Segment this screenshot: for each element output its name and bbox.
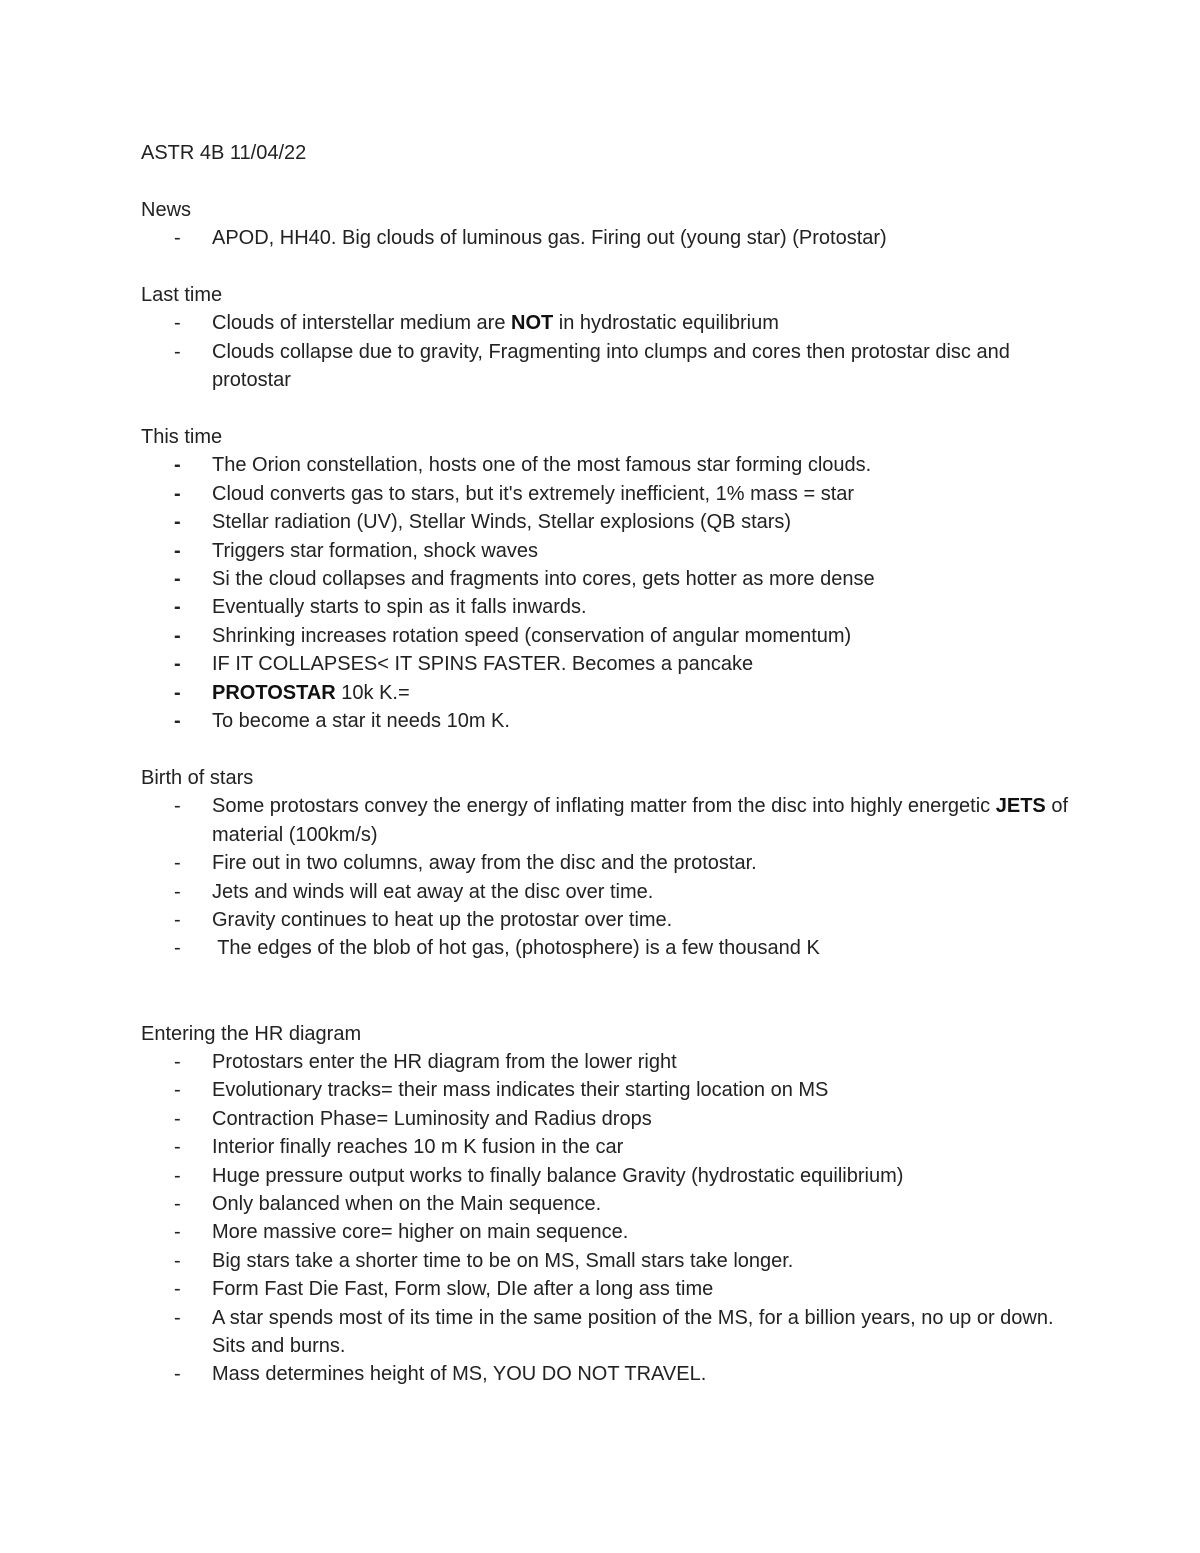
bullet-dash: - — [174, 1192, 181, 1215]
list-item: - Mass determines height of MS, YOU DO NOT TRAVEL. — [141, 1360, 1071, 1388]
bullet-dash: - — [174, 1164, 181, 1187]
section-heading-birth-of-stars: Birth of stars — [141, 766, 254, 789]
spacer — [141, 963, 1071, 1020]
bullet-dash: - — [174, 1221, 181, 1244]
document-title: ASTR 4B 11/04/22 — [141, 142, 307, 164]
list-item: - Form Fast Die Fast, Form slow, DIe after a long ass time — [141, 1275, 1071, 1303]
list-item: - Stellar radiation (UV), Stellar Winds, Stellar explosions (QB stars) — [141, 508, 1071, 536]
list-item: - The Orion constellation, hosts one of the most famous star forming clouds. — [141, 451, 1071, 479]
news-list — [141, 224, 1071, 252]
spacer — [141, 395, 1071, 423]
document-page — [141, 139, 1071, 1389]
bullet-dash: - — [174, 1107, 181, 1130]
bullet-dash: - — [174, 852, 181, 875]
list-item: - Contraction Phase= Luminosity and Radius drops — [141, 1105, 1071, 1133]
list-item: - Gravity continues to heat up the protostar over time. — [141, 906, 1071, 934]
list-item: - Shrinking increases rotation speed (conservation of angular momentum) — [141, 622, 1071, 650]
this-time-list — [141, 451, 1071, 735]
bullet-dash: - — [174, 1278, 181, 1301]
list-item: - A star spends most of its time in the same position of the MS, for a billion years, no up or down. Sits and burns. — [141, 1304, 1071, 1361]
bullet-dash: - — [174, 539, 181, 562]
bullet-dash: - — [174, 511, 181, 534]
list-item: - Some protostars convey the energy of inflating matter from the disc into highly energetic JETS of material (100km/s) — [141, 792, 1071, 849]
list-item: - Si the cloud collapses and fragments into cores, gets hotter as more dense — [141, 565, 1071, 593]
list-item: - PROTOSTAR 10k K.= — [141, 679, 1071, 707]
spacer — [141, 167, 1071, 195]
bullet-dash: - — [174, 624, 181, 647]
bullet-dash: - — [174, 340, 181, 363]
list-item: - Evolutionary tracks= their mass indicates their starting location on MS — [141, 1076, 1071, 1104]
bullet-dash: - — [174, 1363, 181, 1386]
bullet-dash: - — [174, 312, 181, 335]
list-item: - APOD, HH40. Big clouds of luminous gas. Firing out (young star) (Protostar) — [141, 224, 1071, 252]
section-heading-this-time: This time — [141, 426, 223, 449]
bullet-dash: - — [174, 1249, 181, 1272]
bullet-dash: - — [174, 482, 181, 505]
list-item: - Jets and winds will eat away at the disc over time. — [141, 878, 1071, 906]
bullet-dash: - — [174, 454, 181, 477]
bullet-dash: - — [174, 795, 181, 818]
bullet-dash: - — [174, 1050, 181, 1073]
bullet-dash: - — [174, 568, 181, 591]
list-item: - Eventually starts to spin as it falls inwards. — [141, 593, 1071, 621]
bullet-dash: - — [174, 710, 181, 733]
list-item: - More massive core= higher on main sequence. — [141, 1218, 1071, 1246]
list-item: - Clouds collapse due to gravity, Fragmenting into clumps and cores then protostar disc and protostar — [141, 338, 1071, 395]
hr-list — [141, 1048, 1071, 1389]
bullet-dash: - — [174, 227, 181, 250]
bullet-dash: - — [174, 1136, 181, 1159]
list-item: - Protostars enter the HR diagram from the lower right — [141, 1048, 1071, 1076]
bullet-dash: - — [174, 596, 181, 619]
bullet-dash: - — [174, 681, 181, 704]
list-item: - Only balanced when on the Main sequence. — [141, 1190, 1071, 1218]
bold-text: NOT — [511, 312, 554, 335]
spacer — [141, 253, 1071, 281]
bullet-dash: - — [174, 937, 181, 960]
list-item: - IF IT COLLAPSES< IT SPINS FASTER. Becomes a pancake — [141, 650, 1071, 678]
list-item: - The edges of the blob of hot gas, (photosphere) is a few thousand K — [141, 934, 1071, 962]
bullet-dash: - — [174, 880, 181, 903]
section-heading-hr-diagram: Entering the HR diagram — [141, 1022, 362, 1045]
bullet-dash: - — [174, 908, 181, 931]
bold-text: PROTOSTAR — [212, 681, 336, 704]
bullet-dash: - — [174, 653, 181, 676]
bold-text: JETS — [995, 795, 1046, 818]
list-item: - Fire out in two columns, away from the disc and the protostar. — [141, 849, 1071, 877]
section-heading-news: News — [141, 198, 192, 221]
birth-list — [141, 792, 1071, 962]
list-item: - Clouds of interstellar medium are NOT in hydrostatic equilibrium — [141, 309, 1071, 337]
list-item: - Big stars take a shorter time to be on MS, Small stars take longer. — [141, 1247, 1071, 1275]
list-item: - Interior finally reaches 10 m K fusion in the car — [141, 1133, 1071, 1161]
last-time-list — [141, 309, 1071, 394]
bullet-dash: - — [174, 1079, 181, 1102]
list-item: - Triggers star formation, shock waves — [141, 537, 1071, 565]
list-item: - Huge pressure output works to finally balance Gravity (hydrostatic equilibrium) — [141, 1162, 1071, 1190]
list-item: - Cloud converts gas to stars, but it's extremely inefficient, 1% mass = star — [141, 480, 1071, 508]
list-item: - To become a star it needs 10m K. — [141, 707, 1071, 735]
spacer — [141, 735, 1071, 763]
bullet-dash: - — [174, 1306, 181, 1329]
section-heading-last-time: Last time — [141, 284, 223, 306]
